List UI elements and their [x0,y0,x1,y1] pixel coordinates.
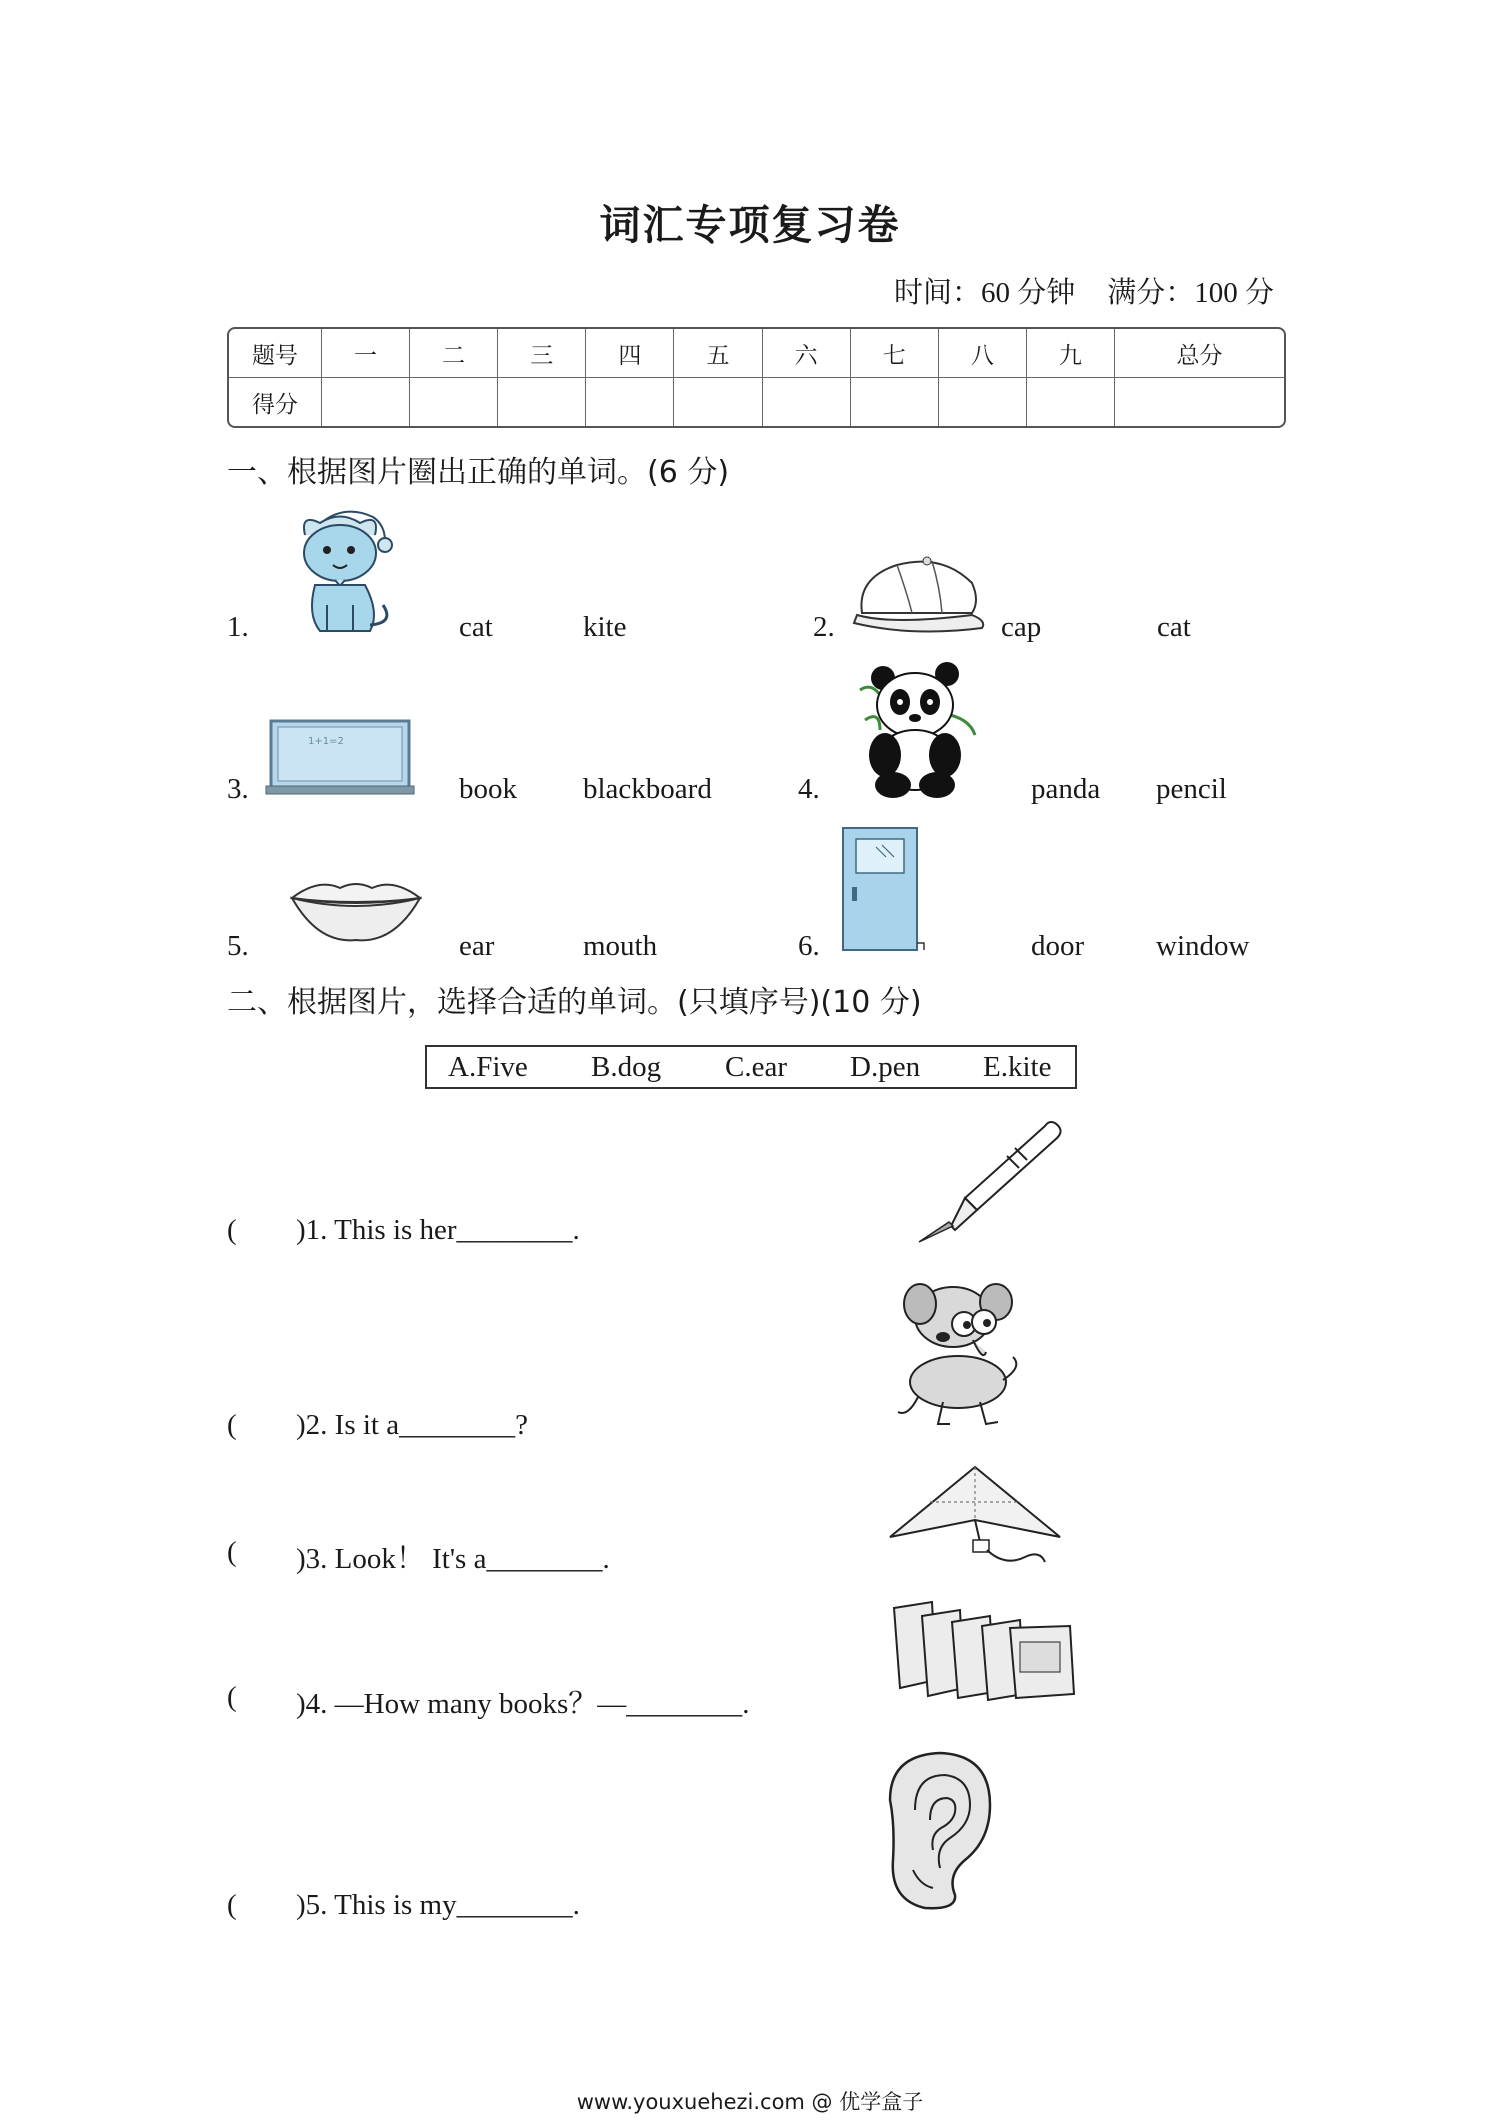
header-cell: 四 [586,329,674,378]
pen-icon [915,1118,1065,1243]
score-table [227,327,1286,428]
header-cell: 三 [498,329,586,378]
word-bank [425,1045,1077,1089]
dog-icon [888,1282,1038,1432]
option-b: B.dog [591,1051,662,1083]
answer-paren[interactable]: ( [227,1536,237,1568]
word-option[interactable]: door [1031,930,1085,962]
word-option[interactable]: blackboard [583,773,712,805]
option-a: A.Five [448,1051,528,1083]
score-cell[interactable] [763,378,851,426]
question-text: )2. Is it a________? [296,1409,528,1441]
item-number: 6. [798,930,820,962]
item-number: 4. [798,773,820,805]
option-c: C.ear [725,1051,787,1083]
score-cell[interactable] [586,378,674,426]
word-option[interactable]: kite [583,611,627,643]
exam-meta [862,270,1274,311]
cat-icon [285,505,395,640]
word-option[interactable]: window [1156,930,1250,962]
score-cell[interactable] [674,378,762,426]
score-cell[interactable] [410,378,498,426]
header-cell: 总分 [1115,329,1284,378]
item-number: 3. [227,773,249,805]
header-cell: 八 [939,329,1027,378]
page-title: 词汇专项复习卷 [599,201,901,249]
ear-icon [885,1750,995,1912]
cap-icon [852,553,990,633]
answer-paren[interactable]: ( [227,1409,237,1441]
blackboard-icon [266,718,416,796]
word-option[interactable]: cat [459,611,493,643]
score-cell[interactable] [939,378,1027,426]
section1-heading: 一、根据图片圈出正确的单词。(6 分) [227,455,730,490]
question-text: )1. This is her________. [296,1214,580,1246]
score-cell[interactable] [1115,378,1284,426]
word-option[interactable]: book [459,773,517,805]
header-cell: 六 [763,329,851,378]
answer-paren[interactable]: ( [227,1214,237,1246]
word-option[interactable]: pencil [1156,773,1227,805]
row-label: 得分 [229,378,322,426]
score-table-score-row [229,378,1284,426]
word-option[interactable]: mouth [583,930,658,962]
mouth-icon [288,878,424,946]
question-text: )4. —How many books？—________. [296,1688,750,1720]
header-cell: 一 [322,329,410,378]
header-cell: 二 [410,329,498,378]
score-cell[interactable] [322,378,410,426]
item-number: 1. [227,611,249,643]
word-option[interactable]: ear [459,930,495,962]
option-e: E.kite [983,1051,1052,1083]
panda-icon [855,660,980,800]
time-limit: 时间：60 分钟 [893,277,1076,309]
header-cell: 五 [674,329,762,378]
question-text: )3. Look！ It's a________. [296,1543,610,1575]
question-text: )5. This is my________. [296,1889,580,1921]
score-cell[interactable] [1027,378,1115,426]
word-option[interactable]: cap [1001,611,1042,643]
word-option[interactable]: panda [1031,773,1101,805]
header-cell: 题号 [229,329,322,378]
answer-paren[interactable]: ( [227,1889,237,1921]
full-score: 满分：100 分 [1107,277,1274,309]
footer-watermark: www.youxuehezi.com @ 优学盒子 [576,2090,924,2114]
books-icon [892,1600,1077,1700]
score-table-header-row [229,329,1284,378]
section2-heading: 二、根据图片，选择合适的单词。(只填序号)(10 分) [227,985,922,1020]
word-option[interactable]: cat [1157,611,1191,643]
header-cell: 七 [851,329,939,378]
door-icon [838,825,926,955]
item-number: 2. [813,611,835,643]
option-d: D.pen [850,1051,921,1083]
answer-paren[interactable]: ( [227,1681,237,1713]
item-number: 5. [227,930,249,962]
score-cell[interactable] [498,378,586,426]
svg-text:1+1=2: 1+1=2 [308,736,344,747]
header-cell: 九 [1027,329,1115,378]
kite-icon [885,1462,1065,1572]
score-cell[interactable] [851,378,939,426]
